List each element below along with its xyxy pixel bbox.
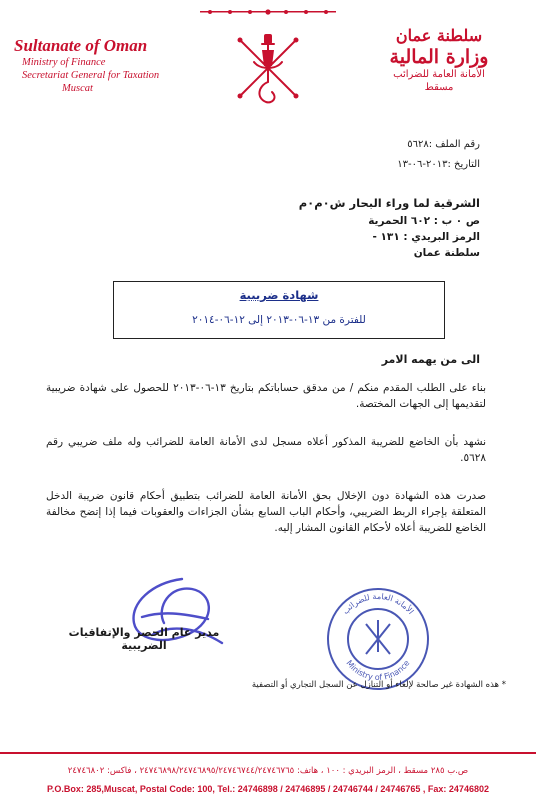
footer-arabic-contact: ص.ب ٢٨٥ مسقط ، الرمز البريدي : ١٠٠ ، هاتف: ٢٤٧٤٦٨٩٨/٢٤٧٤٦٨٩٥/٢٤٧٤٦٧٤٤/٢٤٧٤٦٧٦٥ ، فاكس: ٢٤٧٤٦٨٠٢ bbox=[67, 766, 469, 776]
certificate-title: شهادة ضريبية bbox=[239, 288, 319, 302]
header-ornament bbox=[200, 8, 336, 16]
stamp-text-bottom: Ministry of Finance bbox=[344, 658, 412, 683]
body-paragraph-3: صدرت هذه الشهادة دون الإخلال بحق الأمانة العامة للضرائب بتطبيق أحكام قانون ضريبة الدخل المتعلقة بإجراء الربط الضريبي، وأحكام الباب السابع بشأن الجزاءات والعقوبات فيما إذا إتضح مخالفة الخاضع للضريبة أعلاه لأحكام القانون المشار إليه. bbox=[46, 490, 486, 534]
oman-emblem-icon bbox=[232, 30, 304, 108]
file-number: رقم الملف :٥٦٢٨ bbox=[407, 139, 480, 150]
addressee-po-box: ص ٠ ب : ٦٠٢ الحمرية bbox=[368, 215, 480, 227]
document-date: التاريخ :٢٠١٣-٠٦-١٣ bbox=[397, 159, 480, 170]
letterhead-arabic-sultanate: سلطنة عمان bbox=[395, 26, 483, 45]
stamp-text-top: الأمانة العامة للضرائب bbox=[340, 591, 416, 617]
signer-title: مدير عام الحصر والإتفاقيات الضريبية bbox=[68, 626, 220, 652]
footer-divider bbox=[0, 752, 536, 754]
letterhead-english-title: Sultanate of Oman bbox=[14, 36, 148, 55]
letterhead-english-city: Muscat bbox=[62, 83, 93, 94]
addressee-name: الشرقية لما وراء البحار ش٠م٠م bbox=[298, 196, 480, 210]
addressee-postal-code: الرمز البريدي : ١٣١ - bbox=[372, 231, 480, 243]
addressee-country: سلطنة عمان bbox=[413, 247, 480, 259]
letterhead-arabic-ministry: وزارة المالية bbox=[389, 46, 489, 68]
body-paragraph-2: نشهد بأن الخاضع للضريبة المذكور أعلاه مسجل لدى الأمانة العامة للضرائب وله ملف ضريبي رقم ٥٦٢٨. bbox=[46, 436, 486, 464]
letterhead-arabic-secretariat: الأمانة العامة للضرائب bbox=[393, 69, 485, 80]
svg-text:Ministry of Finance bbox=[344, 659, 411, 683]
letterhead-english-secretariat: Secretariat General for Taxation bbox=[22, 70, 160, 81]
letterhead-english bbox=[14, 36, 184, 95]
to-whom-heading: الى من يهمه الامر bbox=[381, 353, 480, 366]
certificate-period: للفترة من ١٣-٠٦-٢٠١٣ إلى ١٢-٠٦-٢٠١٤ bbox=[192, 314, 366, 326]
footer-english-contact: P.O.Box: 285,Muscat, Postal Code: 100, Tel.: 24746898 / 24746895 / 24746744 / 24746765 , Fax: 24746802 bbox=[47, 784, 489, 794]
validity-note: * هذه الشهادة غير صالحة لإلغاء أو التنازل عن السجل التجاري أو التصفية bbox=[251, 680, 506, 690]
official-stamp-icon bbox=[322, 584, 434, 694]
letterhead-english-ministry: Ministry of Finance bbox=[22, 57, 106, 68]
letterhead-arabic-city: مسقط bbox=[424, 82, 454, 93]
letterhead-arabic bbox=[364, 26, 514, 94]
body-paragraph-1: بناء على الطلب المقدم منكم / من مدقق حساباتكم بتاريخ ١٣-٠٦-٢٠١٣ للحصول على شهادة ضريبية لتقديمها إلى الجهات المختصة. bbox=[46, 382, 487, 410]
